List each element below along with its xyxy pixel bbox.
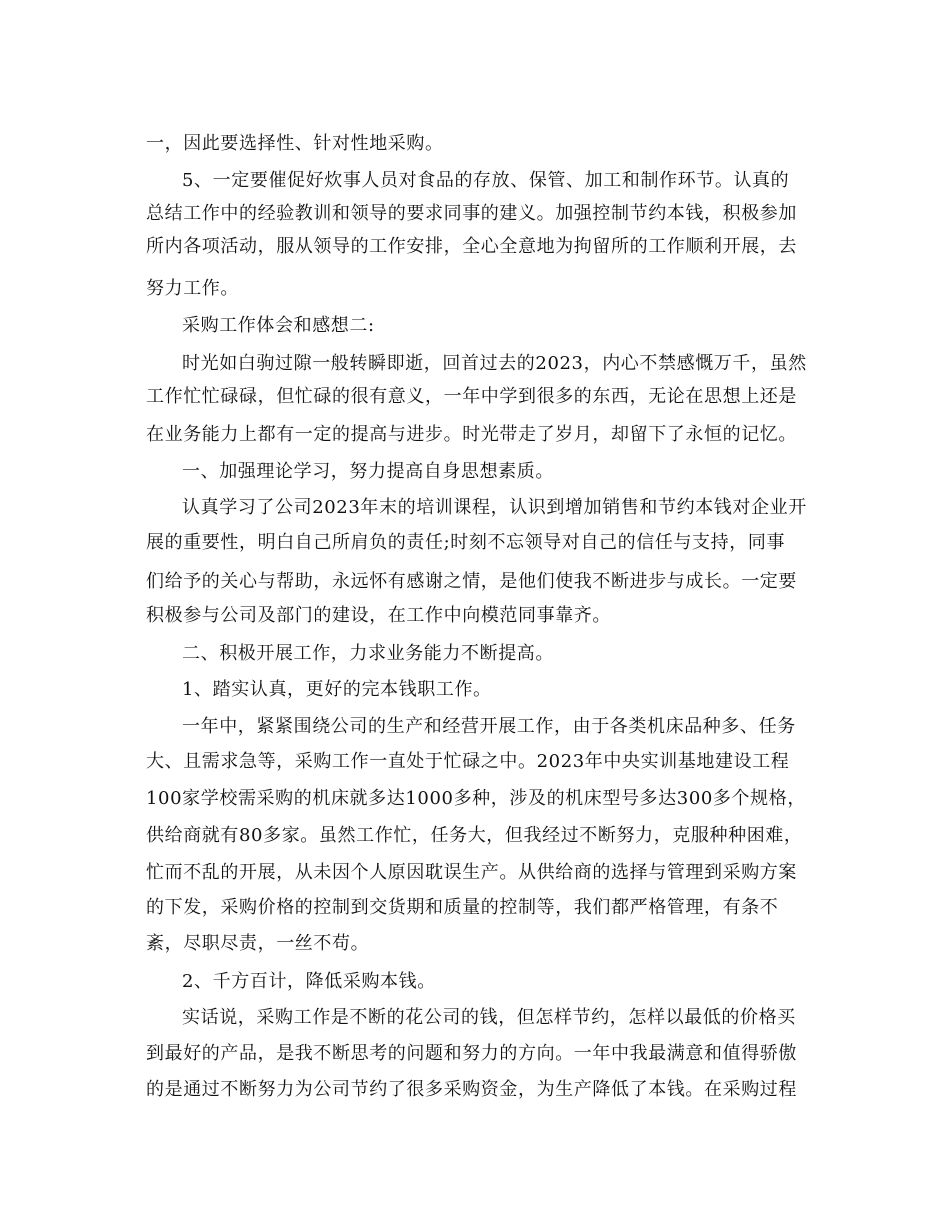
text-line: 一年中，紧紧围绕公司的生产和经营开展工作，由于各类机床品种多、任务 [182,716,796,737]
text-line: 紊，尽职尽责，一丝不苟。 [146,933,370,954]
text-line: 实话说，采购工作是不断的花公司的钱，但怎样节约，怎样以最低的价格买 [182,1007,796,1028]
text-line: 所内各项活动，服从领导的工作安排，全心全意地为拘留所的工作顺利开展，去 [146,236,797,257]
text-line: 的是通过不断努力为公司节约了很多采购资金，为生产降低了本钱。在采购过程 [146,1079,797,1100]
text-line: 100家学校需采购的机床就多达1000多种，涉及的机床型号多达300多个规格， [146,788,806,809]
section-heading: 采购工作体会和感想二: [182,315,375,336]
text-line: 总结工作中的经验教训和领导的要求同事的建义。加强控制节约本钱，积极参加 [146,203,797,224]
text-line: 供给商就有80多家。虽然工作忙，任务大，但我经过不断努力，克服种种困难， [146,825,803,846]
text-line: 展的重要性，明白自己所肩负的责任;时刻不忘领导对自己的信任与支持，同事 [146,532,786,553]
text-line: 们给予的关心与帮助，永远怀有感谢之情，是他们使我不断进步与成长。一定要 [146,571,797,592]
section-heading: 二、积极开展工作，力求业务能力不断提高。 [182,643,554,664]
text-line: 认真学习了公司2023年末的培训课程，认识到增加销售和节约本钱对企业开 [182,497,807,518]
text-line: 在业务能力上都有一定的提高与进步。时光带走了岁月，却留下了永恒的记忆。 [146,424,797,445]
text-line: 到最好的产品，是我不断思考的问题和努力的方向。一年中我最满意和值得骄傲 [146,1043,797,1064]
subsection-heading: 1、踏实认真，更好的完本钱职工作。 [182,679,492,700]
text-line: 努力工作。 [146,278,239,299]
text-line: 忙而不乱的开展，从未因个人原因耽误生产。从供给商的选择与管理到采购方案 [146,862,797,883]
text-line: 一，因此要选择性、针对性地采购。 [146,133,444,154]
text-line: 5、一定要催促好炊事人员对食品的存放、保管、加工和制作环节。认真的 [182,170,790,191]
text-line: 工作忙忙碌碌，但忙碌的很有意义，一年中学到很多的东西，无论在思想上还是 [146,386,797,407]
text-line: 大、且需求急等，采购工作一直处于忙碌之中。2023年中央实训基地建设工程 [146,751,790,772]
section-heading: 一、加强理论学习，努力提高自身思想素质。 [182,461,554,482]
text-line: 积极参与公司及部门的建设，在工作中向模范同事靠齐。 [146,605,611,626]
text-line: 的下发，采购价格的控制到交货期和质量的控制等，我们都严格管理，有条不 [146,897,779,918]
subsection-heading: 2、千方百计，降低采购本钱。 [182,971,436,992]
text-line: 时光如白驹过隙一般转瞬即逝，回首过去的2023，内心不禁感慨万千，虽然 [182,353,807,374]
